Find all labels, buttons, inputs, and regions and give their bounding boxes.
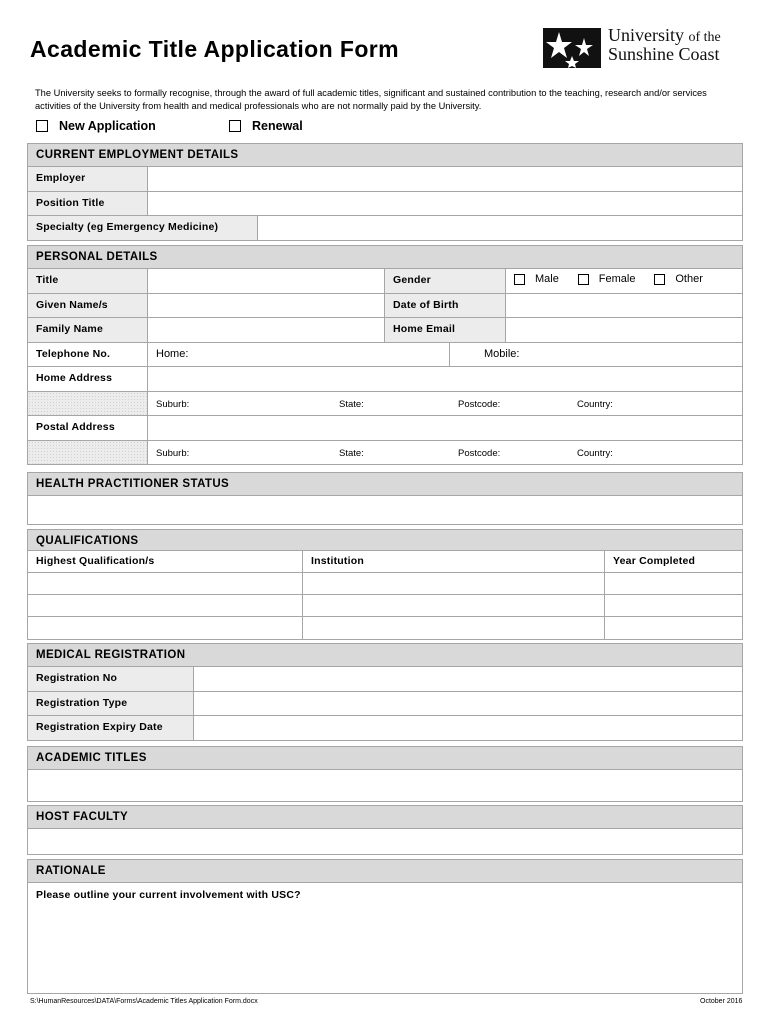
gender-male-option[interactable]: [514, 273, 559, 285]
health-header: HEALTH PRACTITIONER STATUS: [27, 472, 743, 496]
employer-label: Employer: [28, 167, 148, 191]
registration-expiry-label: Registration Expiry Date: [28, 716, 194, 740]
qualifications-section: [27, 529, 743, 640]
home-state-label: State:: [339, 398, 364, 410]
position-title-field[interactable]: [148, 192, 742, 216]
position-title-label: Position Title: [28, 192, 148, 216]
registration-no-label: Registration No: [28, 667, 194, 691]
institution-col-header: Institution: [303, 551, 605, 572]
gender-female-label: Female: [598, 273, 636, 285]
family-name-label: Family Name: [28, 318, 148, 342]
university-logo: [542, 24, 742, 72]
logo-text-of-the: of the: [688, 30, 721, 45]
home-address-field[interactable]: [148, 367, 742, 391]
page-title: Academic Title Application Form: [30, 36, 399, 62]
host-faculty-field[interactable]: [27, 829, 743, 855]
telephone-label: Telephone No.: [28, 343, 148, 367]
renewal-option[interactable]: [229, 119, 303, 133]
qualification-col-header: Highest Qualification/s: [28, 551, 303, 572]
medical-header: MEDICAL REGISTRATION: [27, 643, 743, 667]
gender-female-checkbox[interactable]: [578, 274, 589, 285]
qualifications-header: QUALIFICATIONS: [27, 529, 743, 551]
qualification-cell[interactable]: [28, 595, 303, 616]
health-section: [27, 472, 743, 525]
star-logo-icon: [542, 26, 602, 70]
employment-section: [27, 143, 743, 241]
intro-text: The University seeks to formally recognise, through the award of full academic titles, significant and sustained contribution to the teaching, research and/or services activities of the University from health and medical professionals who are not normally paid by the University.: [35, 88, 707, 111]
given-names-label: Given Name/s: [28, 294, 148, 318]
postal-suburb-label: Suburb:: [156, 447, 190, 459]
table-row: [27, 573, 743, 595]
dob-field[interactable]: [506, 294, 742, 318]
qualification-cell[interactable]: [28, 617, 303, 639]
gender-other-option[interactable]: [654, 273, 703, 285]
postal-country-label: Country:: [577, 447, 613, 459]
gender-male-checkbox[interactable]: [514, 274, 525, 285]
home-address-label: Home Address: [28, 367, 148, 391]
gender-male-label: Male: [535, 273, 559, 285]
table-row: [27, 617, 743, 640]
home-postcode-label: Postcode:: [458, 398, 501, 410]
academic-header: ACADEMIC TITLES: [27, 746, 743, 770]
logo-text-university: University: [608, 25, 684, 45]
dob-label: Date of Birth: [385, 294, 506, 318]
title-label: Title: [28, 269, 148, 293]
new-application-option[interactable]: [36, 119, 156, 133]
postal-postcode-label: Postcode:: [458, 447, 501, 459]
renewal-label: Renewal: [252, 119, 303, 133]
home-phone-label: Home:: [156, 347, 189, 360]
postal-address-subfields[interactable]: [148, 441, 742, 465]
home-address-spacer: [28, 392, 148, 416]
rationale-field[interactable]: [27, 883, 743, 994]
institution-cell[interactable]: [303, 617, 605, 639]
rationale-question: Please outline your current involvement with USC?: [36, 889, 301, 901]
qualification-cell[interactable]: [28, 573, 303, 594]
gender-other-label: Other: [675, 273, 703, 285]
footer-date: October 2016: [700, 998, 743, 1005]
institution-cell[interactable]: [303, 573, 605, 594]
personal-section: [27, 245, 743, 465]
medical-section: [27, 643, 743, 741]
gender-options: [506, 269, 742, 293]
health-status-field[interactable]: [27, 496, 743, 525]
specialty-field[interactable]: [258, 216, 742, 240]
host-section: [27, 805, 743, 855]
academic-titles-field[interactable]: [27, 770, 743, 802]
gender-label: Gender: [385, 269, 506, 293]
registration-expiry-field[interactable]: [194, 716, 742, 740]
gender-other-checkbox[interactable]: [654, 274, 665, 285]
registration-no-field[interactable]: [194, 667, 742, 691]
specialty-label: Specialty (eg Emergency Medicine): [28, 216, 258, 240]
personal-header: PERSONAL DETAILS: [27, 245, 743, 269]
family-name-field[interactable]: [148, 318, 385, 342]
logo-text-sunshine-coast: Sunshine Coast: [608, 44, 720, 64]
academic-section: [27, 746, 743, 802]
gender-female-option[interactable]: [578, 273, 636, 285]
home-country-label: Country:: [577, 398, 613, 410]
new-application-label: New Application: [59, 119, 156, 133]
institution-cell[interactable]: [303, 595, 605, 616]
year-col-header: Year Completed: [605, 551, 742, 572]
table-row: [27, 595, 743, 617]
postal-address-label: Postal Address: [28, 416, 148, 440]
postal-address-spacer: [28, 441, 148, 465]
new-application-checkbox[interactable]: [36, 120, 48, 132]
mobile-phone-label: Mobile:: [484, 347, 520, 360]
title-field[interactable]: [148, 269, 385, 293]
home-suburb-label: Suburb:: [156, 398, 190, 410]
rationale-header: RATIONALE: [27, 859, 743, 883]
home-phone-field[interactable]: [148, 343, 450, 367]
home-email-field[interactable]: [506, 318, 742, 342]
employment-header: CURRENT EMPLOYMENT DETAILS: [27, 143, 743, 167]
footer-file-path: S:\HumanResources\DATA\Forms\Academic Titles Application Form.docx: [30, 998, 258, 1005]
year-cell[interactable]: [605, 573, 742, 594]
rationale-section: [27, 859, 743, 994]
host-header: HOST FACULTY: [27, 805, 743, 829]
employer-field[interactable]: [148, 167, 742, 191]
year-cell[interactable]: [605, 595, 742, 616]
year-cell[interactable]: [605, 617, 742, 639]
given-names-field[interactable]: [148, 294, 385, 318]
mobile-phone-field[interactable]: [450, 343, 742, 367]
home-email-label: Home Email: [385, 318, 506, 342]
postal-address-field[interactable]: [148, 416, 742, 440]
registration-type-field[interactable]: [194, 692, 742, 716]
home-address-subfields[interactable]: [148, 392, 742, 416]
postal-state-label: State:: [339, 447, 364, 459]
renewal-checkbox[interactable]: [229, 120, 241, 132]
registration-type-label: Registration Type: [28, 692, 194, 716]
